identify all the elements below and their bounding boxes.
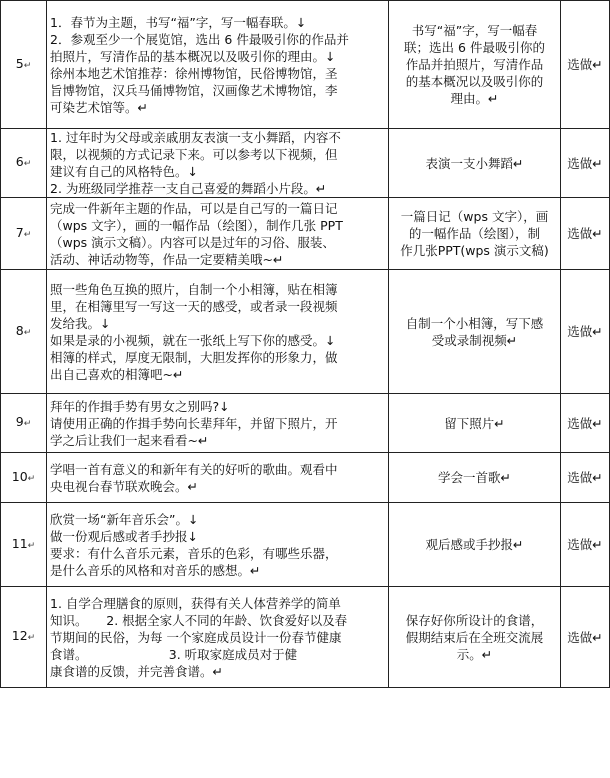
deliverable-line: 保存好你所设计的食谱， xyxy=(405,612,544,628)
deliverable-line: 作品并拍照片，写清作品 xyxy=(405,57,544,72)
row-number-text: 8 xyxy=(15,322,24,338)
row-number-text: 11 xyxy=(11,535,28,551)
deliverable-line: 联；选出 6 件最吸引你的 xyxy=(404,40,545,55)
description-line: 是什么音乐的风格和对音乐的感想。↵ xyxy=(50,562,261,578)
deliverable-line: 学会一首歌↵ xyxy=(438,470,511,485)
row-number xyxy=(1,394,47,453)
description-line: 照一些角色互换的照片，自制一个小相簿，贴在相簿 xyxy=(50,281,338,297)
task-deliverable xyxy=(389,270,561,394)
deliverable-line: 一篇日记（wps 文字），画 xyxy=(400,209,549,224)
description-line: 节期间的民俗，为每 一个家庭成员设计一份春节健康 xyxy=(50,629,342,645)
paragraph-mark: ↵ xyxy=(23,60,32,71)
paragraph-mark: ↵ xyxy=(23,159,32,169)
description-line: 做一份观后感或者手抄报↓ xyxy=(50,528,198,544)
description-line: 如果是录的小视频，就在一张纸上写下你的感受。↓ xyxy=(50,332,336,348)
description-line: 1. 过年时为父母或亲戚朋友表演一支小舞蹈，内容不 xyxy=(50,130,341,145)
deliverable-line: 假期结束后在全班交流展 xyxy=(405,629,544,645)
description-line: 活动、神话动物等，作品一定要精美哦~↵ xyxy=(50,251,284,267)
description-line: 拜年的作揖手势有男女之别吗?↓ xyxy=(50,398,230,414)
task-description xyxy=(47,394,389,453)
row-number-text: 6 xyxy=(15,154,24,169)
task-description xyxy=(47,270,389,394)
task-type: 选做↵ xyxy=(561,129,610,198)
task-deliverable xyxy=(389,503,561,587)
paragraph-mark: ↵ xyxy=(27,540,36,551)
description-line: 限，以视频的方式记录下来。可以参考以下视频，但 xyxy=(50,147,338,162)
row-number xyxy=(1,587,47,688)
description-line: 徐州本地艺术馆推荐：徐州博物馆，民俗博物馆，圣 xyxy=(50,65,338,81)
table-row xyxy=(1,503,610,587)
row-number-text: 9 xyxy=(15,414,24,429)
description-line: 发给我。↓ xyxy=(50,315,111,331)
task-type: 选做↵ xyxy=(561,453,610,503)
table-row xyxy=(1,270,610,394)
paragraph-mark: ↵ xyxy=(23,419,32,429)
table-row xyxy=(1,453,610,503)
deliverable-line: 的一幅作品（绘图），制 xyxy=(408,226,541,241)
task-type: 选做↵ xyxy=(561,394,610,453)
task-description xyxy=(47,587,389,688)
deliverable-line: 观后感或手抄报↵ xyxy=(425,537,524,552)
task-type: 选做↵ xyxy=(561,587,610,688)
row-number xyxy=(1,503,47,587)
task-type: 选做↵ xyxy=(561,1,610,129)
row-number xyxy=(1,453,47,503)
task-type: 选做↵ xyxy=(561,198,610,270)
description-line: 可染艺术馆等。↵ xyxy=(50,99,148,115)
task-deliverable xyxy=(389,453,561,503)
row-number xyxy=(1,1,47,129)
description-line: 1. 自学合理膳食的原则，获得有关人体营养学的简单 xyxy=(50,595,341,611)
task-table-body xyxy=(1,1,610,688)
description-line: 完成一件新年主题的作品，可以是自己写的一篇日记 xyxy=(50,200,338,216)
task-deliverable xyxy=(389,394,561,453)
task-description xyxy=(47,453,389,503)
paragraph-mark: ↵ xyxy=(27,633,36,643)
description-line: 出自己喜欢的相簿吧~↵ xyxy=(50,366,184,382)
task-type: 选做↵ xyxy=(561,270,610,394)
table-row xyxy=(1,1,610,129)
paragraph-mark: ↵ xyxy=(23,327,32,338)
table-row xyxy=(1,129,610,198)
deliverable-line: 的基本概况以及吸引你的 xyxy=(405,74,544,89)
task-deliverable xyxy=(389,1,561,129)
deliverable-line: 示。↵ xyxy=(456,646,493,662)
description-line: 旨博物馆，汉兵马俑博物馆，汉画像艺术博物馆，李 xyxy=(50,82,338,98)
row-number xyxy=(1,198,47,270)
description-line: 拍照片，写清作品的基本概况以及吸引你的理由。↓ xyxy=(50,48,336,64)
paragraph-mark: ↵ xyxy=(23,229,32,240)
row-number xyxy=(1,270,47,394)
description-line: 学唱一首有意义的和新年有关的好听的歌曲。观看中 xyxy=(50,461,338,477)
paragraph-mark: ↵ xyxy=(27,473,36,484)
description-line: （wps 文字），画的一幅作品（绘图），制作几张 PPT xyxy=(50,217,343,233)
task-deliverable xyxy=(389,587,561,688)
description-line: 知识。 2. 根据全家人不同的年龄、饮食爱好以及春 xyxy=(50,612,348,628)
description-line: 食谱。 3. 听取家庭成员对于健 xyxy=(50,646,298,662)
description-line: （wps 演示文稿）。内容可以是过年的习俗、服装、 xyxy=(50,234,335,250)
deliverable-line: 理由。↵ xyxy=(450,91,499,106)
row-number-text: 5 xyxy=(15,55,24,71)
description-line: 里，在相簿里写一写这一天的感受，或者录一段视频 xyxy=(50,298,338,314)
row-number-text: 7 xyxy=(15,224,24,240)
description-line: 建议有自己的风格特色。↓ xyxy=(50,164,198,179)
deliverable-line: 表演一支小舞蹈↵ xyxy=(425,155,524,171)
description-line: 康食谱的反馈，并完善食谱。↵ xyxy=(50,663,223,679)
task-type: 选做↵ xyxy=(561,503,610,587)
description-line: 相簿的样式，厚度无限制，大胆发挥你的形象力，做 xyxy=(50,349,338,365)
task-description xyxy=(47,1,389,129)
description-line: 学之后让我们一起来看看~↵ xyxy=(50,432,209,448)
task-deliverable xyxy=(389,198,561,270)
table-row xyxy=(1,198,610,270)
description-line: 2．参观至少一个展览馆，选出 6 件最吸引你的作品并 xyxy=(50,31,349,47)
table-row xyxy=(1,587,610,688)
task-deliverable xyxy=(389,129,561,198)
row-number-text: 10 xyxy=(11,468,28,484)
deliverable-line: 受或录制视频↵ xyxy=(431,332,518,348)
deliverable-line: 书写“福”字，写一幅春 xyxy=(411,23,538,38)
deliverable-line: 留下照片↵ xyxy=(444,415,505,431)
description-line: 请使用正确的作揖手势向长辈拜年，并留下照片，开 xyxy=(50,415,338,431)
task-description xyxy=(47,503,389,587)
task-description xyxy=(47,129,389,198)
description-line: 要求：有什么音乐元素，音乐的色彩，有哪些乐器， xyxy=(50,545,338,561)
row-number-text: 12 xyxy=(11,628,28,643)
description-line: 央电视台春节联欢晚会。↵ xyxy=(50,478,198,494)
deliverable-line: 自制一个小相簿，写下感 xyxy=(405,315,544,331)
row-number xyxy=(1,129,47,198)
task-description xyxy=(47,198,389,270)
description-line: 欣赏一场“新年音乐会”。↓ xyxy=(50,511,199,527)
deliverable-line: 作几张PPT(wps 演示文稿) xyxy=(400,243,549,258)
table-row xyxy=(1,394,610,453)
description-line: 1．春节为主题，书写“福”字，写一幅春联。↓ xyxy=(50,14,307,30)
description-line: 2. 为班级同学推荐一支自己喜爱的舞蹈小片段。↵ xyxy=(50,181,327,196)
